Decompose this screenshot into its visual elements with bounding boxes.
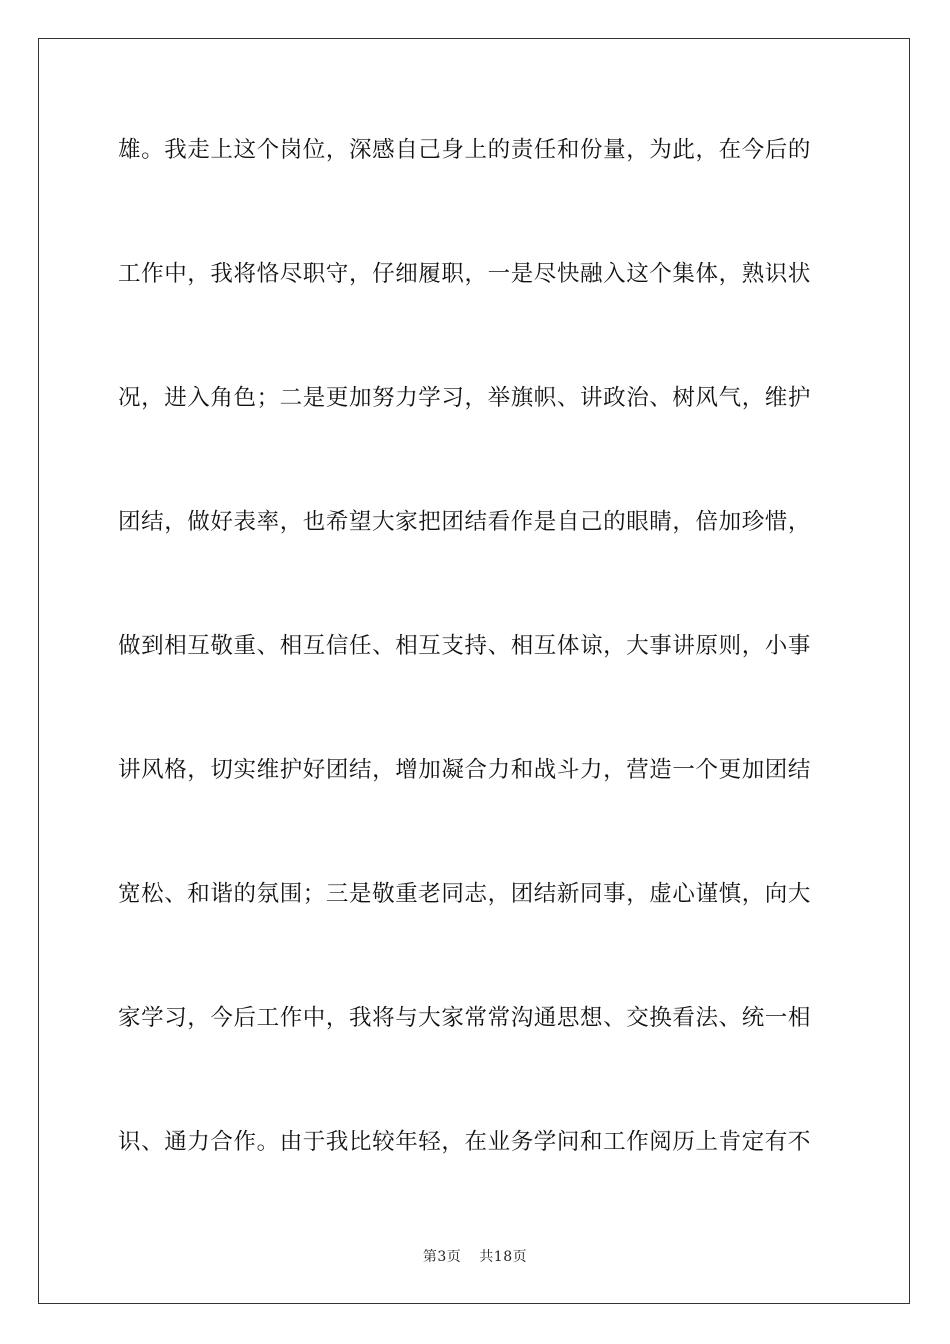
text-line: 工作中，我将恪尽职守，仔细履职，一是尽快融入这个集体，熟识状 [118, 261, 812, 287]
document-body [118, 127, 838, 1243]
text-line: 家学习，今后工作中，我将与大家常常沟通思想、交换看法、统一相 [118, 1005, 812, 1031]
text-line: 识、通力合作。由于我比较年轻，在业务学问和工作阅历上肯定有不 [118, 1129, 812, 1155]
page-total: 共18页 [479, 1249, 528, 1265]
text-line: 团结，做好表率，也希望大家把团结看作是自己的眼睛，倍加珍惜， [118, 509, 812, 535]
text-line: 况，进入角色；二是更加努力学习，举旗帜、讲政治、树风气，维护 [118, 385, 812, 411]
text-line: 做到相互敬重、相互信任、相互支持、相互体谅，大事讲原则，小事 [118, 633, 812, 659]
page-footer [0, 1246, 950, 1266]
text-line: 宽松、和谐的氛围；三是敬重老同志，团结新同事，虚心谨慎，向大 [118, 881, 812, 907]
page-number: 第3页 [422, 1249, 462, 1265]
text-line: 雄。我走上这个岗位，深感自己身上的责任和份量，为此，在今后的 [118, 137, 812, 163]
text-line: 讲风格，切实维护好团结，增加凝合力和战斗力，营造一个更加团结 [118, 757, 812, 783]
